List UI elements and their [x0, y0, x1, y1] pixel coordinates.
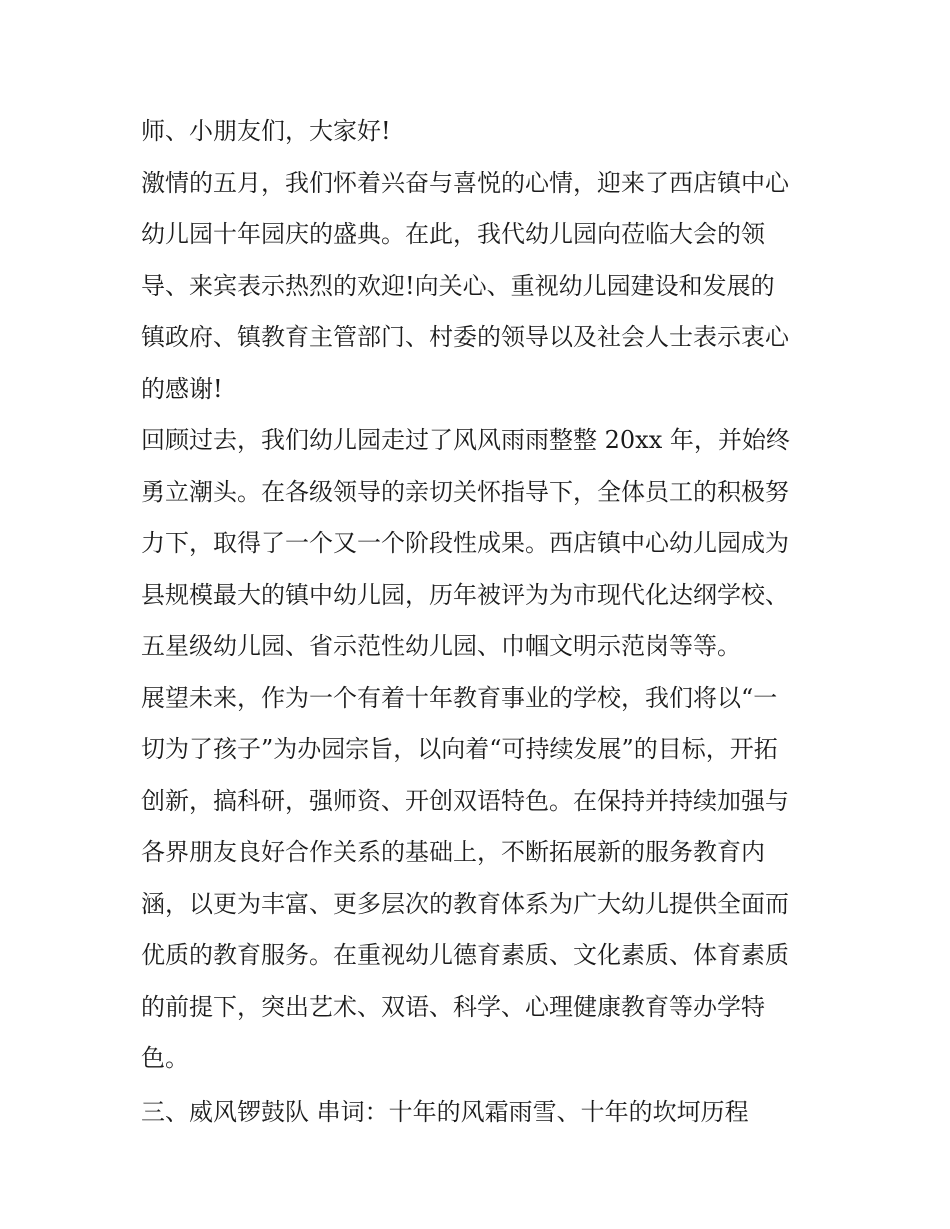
- text-line: 镇政府、镇教育主管部门、村委的领导以及社会人士表示衷心: [141, 323, 789, 351]
- text-line: 力下，取得了一个又一个阶段性成果。西店镇中心幼儿园成为: [141, 529, 789, 557]
- text-line: 涵，以更为丰富、更多层次的教育体系为广大幼儿提供全面而: [141, 889, 789, 918]
- text-line: 的感谢!: [141, 374, 223, 403]
- text-line: 创新，搞科研，强师资、开创双语特色。在保持并持续加强与: [141, 786, 789, 815]
- text-line: 优质的教育服务。在重视幼儿德育素质、文化素质、体育素质: [141, 941, 789, 969]
- section-heading-line: 三、威风锣鼓队 串词：十年的风霜雨雪、十年的坎坷历程: [141, 1097, 749, 1126]
- text-line: 县规模最大的镇中幼儿园，历年被评为为市现代化达纲学校、: [141, 580, 789, 609]
- text-line: 切为了孩子”为办园宗旨，以向着“可持续发展”的目标，开拓: [141, 735, 778, 763]
- text-line: 各界朋友良好合作关系的基础上，不断拓展新的服务教育内: [141, 838, 765, 866]
- text-line: 展望未来，作为一个有着十年教育事业的学校，我们将以“一: [141, 683, 778, 712]
- text-line: 幼儿园十年园庆的盛典。在此，我代幼儿园向莅临大会的领: [141, 220, 765, 248]
- text-line: 色。: [141, 1044, 189, 1072]
- text-line: 的前提下，突出艺术、双语、科学、心理健康教育等办学特: [141, 992, 765, 1021]
- text-line: 勇立潮头。在各级领导的亲切关怀指导下，全体员工的积极努: [141, 477, 789, 506]
- text-line: 导、来宾表示热烈的欢迎!向关心、重视幼儿园建设和发展的: [141, 271, 775, 300]
- text-line: 五星级幼儿园、省示范性幼儿园、巾帼文明示范岗等等。: [141, 632, 741, 660]
- document-body: [141, 106, 821, 1138]
- text-line: 激情的五月，我们怀着兴奋与喜悦的心情，迎来了西店镇中心: [141, 168, 789, 197]
- text-line: 回顾过去，我们幼儿园走过了风风雨雨整整 20xx 年，并始终: [141, 426, 790, 454]
- text-line: 师、小朋友们，大家好!: [141, 117, 391, 145]
